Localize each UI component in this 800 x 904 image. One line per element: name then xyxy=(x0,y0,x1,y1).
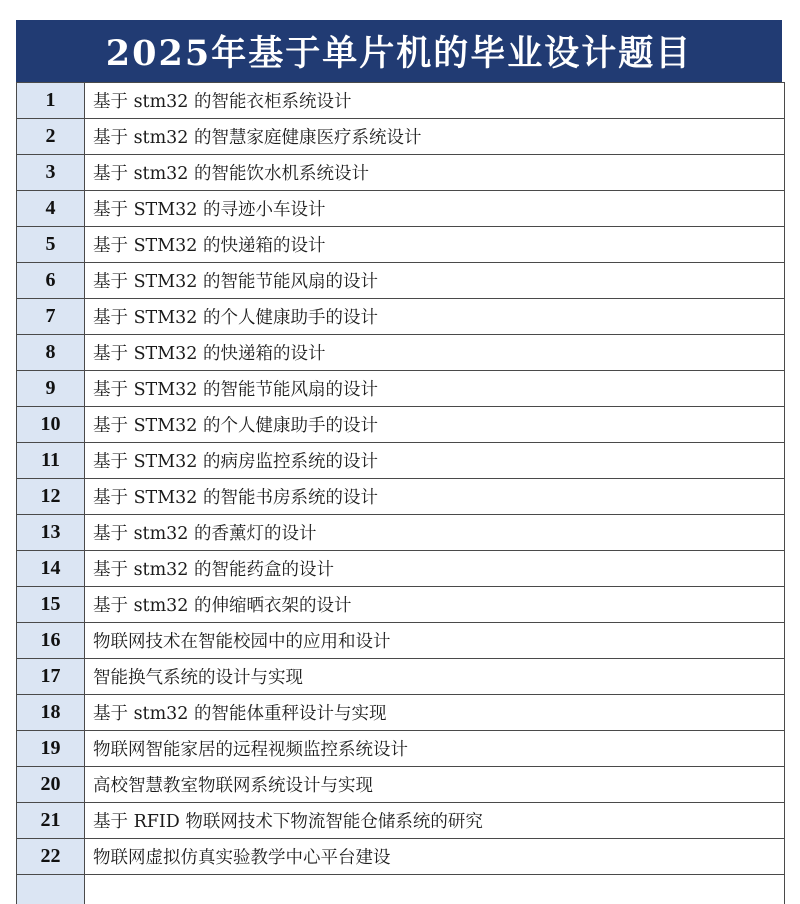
topic-title: 基于 STM32 的寻迹小车设计 xyxy=(85,191,785,227)
table-row xyxy=(17,659,785,695)
row-number: 20 xyxy=(17,767,85,803)
row-number: 22 xyxy=(17,839,85,875)
table-row xyxy=(17,479,785,515)
table-row xyxy=(17,371,785,407)
row-number: 13 xyxy=(17,515,85,551)
topic-title: 基于 STM32 的快递箱的设计 xyxy=(85,227,785,263)
table-row xyxy=(17,731,785,767)
table-row xyxy=(17,83,785,119)
row-number: 11 xyxy=(17,443,85,479)
row-number: 16 xyxy=(17,623,85,659)
row-number: 18 xyxy=(17,695,85,731)
row-number: 9 xyxy=(17,371,85,407)
topic-title: 基于 RFID 物联网技术下物流智能仓储系统的研究 xyxy=(85,803,785,839)
topic-title: 智能换气系统的设计与实现 xyxy=(85,659,785,695)
row-number: 21 xyxy=(17,803,85,839)
row-number: 1 xyxy=(17,83,85,119)
topic-title: 基于 stm32 的智能体重秤设计与实现 xyxy=(85,695,785,731)
table-row xyxy=(17,551,785,587)
topic-title: 高校智慧教室物联网系统设计与实现 xyxy=(85,767,785,803)
topic-title: 物联网智能家居的远程视频监控系统设计 xyxy=(85,731,785,767)
row-number: 4 xyxy=(17,191,85,227)
topic-title: 基于 STM32 的病房监控系统的设计 xyxy=(85,443,785,479)
topic-title: 基于 STM32 的智能节能风扇的设计 xyxy=(85,263,785,299)
topic-title: 基于 STM32 的快递箱的设计 xyxy=(85,335,785,371)
topic-title: 物联网虚拟仿真实验教学中心平台建设 xyxy=(85,839,785,875)
row-number: 19 xyxy=(17,731,85,767)
topic-title: 基于 stm32 的智能饮水机系统设计 xyxy=(85,155,785,191)
table-row xyxy=(17,623,785,659)
table-row xyxy=(17,407,785,443)
table-row xyxy=(17,875,785,904)
row-number: 14 xyxy=(17,551,85,587)
row-number: 2 xyxy=(17,119,85,155)
topic-title: 基于 stm32 的智能衣柜系统设计 xyxy=(85,83,785,119)
topic-title: 基于 stm32 的智慧家庭健康医疗系统设计 xyxy=(85,119,785,155)
row-number: 17 xyxy=(17,659,85,695)
topic-title: 基于 STM32 的个人健康助手的设计 xyxy=(85,407,785,443)
table-row xyxy=(17,443,785,479)
row-number: 3 xyxy=(17,155,85,191)
topic-title: 基于 stm32 的香薰灯的设计 xyxy=(85,515,785,551)
table-row xyxy=(17,767,785,803)
topics-table-body xyxy=(17,83,785,904)
row-number: 10 xyxy=(17,407,85,443)
row-number: 8 xyxy=(17,335,85,371)
row-number: 5 xyxy=(17,227,85,263)
table-row xyxy=(17,587,785,623)
document-title: 2025年基于单片机的毕业设计题目 xyxy=(16,20,782,82)
table-row xyxy=(17,263,785,299)
table-row xyxy=(17,155,785,191)
row-number xyxy=(17,875,85,904)
topics-table xyxy=(16,82,785,904)
topic-title: 物联网技术在智能校园中的应用和设计 xyxy=(85,623,785,659)
row-number: 15 xyxy=(17,587,85,623)
table-row xyxy=(17,119,785,155)
row-number: 6 xyxy=(17,263,85,299)
table-row xyxy=(17,227,785,263)
table-row xyxy=(17,695,785,731)
table-row xyxy=(17,839,785,875)
topic-title: 基于 STM32 的个人健康助手的设计 xyxy=(85,299,785,335)
topic-title: 基于 STM32 的智能节能风扇的设计 xyxy=(85,371,785,407)
topic-title: 基于 stm32 的伸缩晒衣架的设计 xyxy=(85,587,785,623)
table-row xyxy=(17,191,785,227)
row-number: 7 xyxy=(17,299,85,335)
topic-title: 基于 STM32 的智能书房系统的设计 xyxy=(85,479,785,515)
row-number: 12 xyxy=(17,479,85,515)
table-row xyxy=(17,803,785,839)
table-row xyxy=(17,299,785,335)
table-row xyxy=(17,515,785,551)
topic-title: 基于 stm32 的智能药盒的设计 xyxy=(85,551,785,587)
table-row xyxy=(17,335,785,371)
topic-title xyxy=(85,875,785,904)
